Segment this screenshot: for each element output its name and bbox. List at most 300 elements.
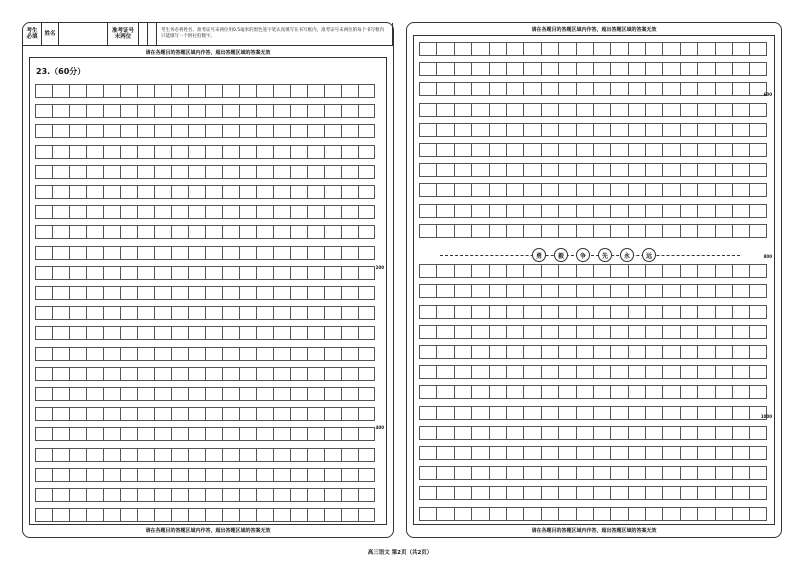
- grid-cell[interactable]: [523, 62, 540, 76]
- grid-cell[interactable]: [558, 406, 575, 420]
- grid-cell[interactable]: [610, 62, 627, 76]
- grid-cell[interactable]: [697, 507, 714, 521]
- grid-cell[interactable]: [341, 266, 358, 280]
- grid-cell[interactable]: [69, 84, 86, 98]
- grid-cell[interactable]: [120, 286, 137, 300]
- grid-cell[interactable]: [541, 143, 558, 157]
- grid-cell[interactable]: [628, 466, 645, 480]
- grid-cell[interactable]: [697, 103, 714, 117]
- grid-cell[interactable]: [628, 42, 645, 56]
- grid-cell[interactable]: [541, 466, 558, 480]
- grid-cell[interactable]: [576, 507, 593, 521]
- grid-cell[interactable]: [205, 246, 222, 260]
- grid-cell[interactable]: [436, 466, 453, 480]
- grid-cell[interactable]: [358, 347, 375, 361]
- grid-cell[interactable]: [205, 347, 222, 361]
- grid-cell[interactable]: [506, 446, 523, 460]
- grid-cell[interactable]: [86, 367, 103, 381]
- grid-cell[interactable]: [749, 325, 766, 339]
- grid-cell[interactable]: [341, 84, 358, 98]
- grid-cell[interactable]: [436, 183, 453, 197]
- grid-cell[interactable]: [576, 385, 593, 399]
- grid-cell[interactable]: [239, 225, 256, 239]
- grid-cell[interactable]: [715, 264, 732, 278]
- grid-cell[interactable]: [454, 183, 471, 197]
- ticket-digit-1[interactable]: [139, 23, 148, 45]
- grid-cell[interactable]: [523, 183, 540, 197]
- grid-cell[interactable]: [86, 448, 103, 462]
- grid-cell[interactable]: [749, 183, 766, 197]
- grid-cell[interactable]: [645, 224, 662, 238]
- grid-cell[interactable]: [471, 325, 488, 339]
- grid-cell[interactable]: [171, 347, 188, 361]
- grid-cell[interactable]: [154, 104, 171, 118]
- grid-cell[interactable]: [324, 246, 341, 260]
- grid-cell[interactable]: [171, 266, 188, 280]
- grid-cell[interactable]: [610, 365, 627, 379]
- grid-cell[interactable]: [324, 468, 341, 482]
- grid-cell[interactable]: [290, 205, 307, 219]
- grid-cell[interactable]: [188, 124, 205, 138]
- grid-cell[interactable]: [324, 448, 341, 462]
- grid-cell[interactable]: [645, 62, 662, 76]
- grid-cell[interactable]: [662, 385, 679, 399]
- grid-cell[interactable]: [205, 124, 222, 138]
- grid-cell[interactable]: [732, 325, 749, 339]
- grid-cell[interactable]: [523, 345, 540, 359]
- grid-cell[interactable]: [324, 84, 341, 98]
- grid-cell[interactable]: [471, 466, 488, 480]
- grid-cell[interactable]: [137, 84, 154, 98]
- grid-cell[interactable]: [205, 185, 222, 199]
- grid-cell[interactable]: [628, 62, 645, 76]
- grid-cell[interactable]: [188, 306, 205, 320]
- grid-cell[interactable]: [715, 82, 732, 96]
- grid-cell[interactable]: [205, 448, 222, 462]
- grid-cell[interactable]: [749, 345, 766, 359]
- grid-cell[interactable]: [506, 305, 523, 319]
- grid-cell[interactable]: [188, 367, 205, 381]
- grid-cell[interactable]: [715, 103, 732, 117]
- grid-cell[interactable]: [489, 507, 506, 521]
- grid-cell[interactable]: [732, 204, 749, 218]
- grid-cell[interactable]: [541, 284, 558, 298]
- grid-cell[interactable]: [341, 488, 358, 502]
- grid-cell[interactable]: [471, 264, 488, 278]
- grid-cell[interactable]: [628, 406, 645, 420]
- grid-cell[interactable]: [103, 407, 120, 421]
- grid-cell[interactable]: [732, 284, 749, 298]
- grid-cell[interactable]: [593, 123, 610, 137]
- grid-cell[interactable]: [489, 183, 506, 197]
- grid-cell[interactable]: [506, 204, 523, 218]
- grid-cell[interactable]: [86, 407, 103, 421]
- grid-cell[interactable]: [188, 508, 205, 522]
- grid-cell[interactable]: [645, 284, 662, 298]
- grid-cell[interactable]: [419, 325, 436, 339]
- grid-cell[interactable]: [558, 446, 575, 460]
- grid-cell[interactable]: [256, 407, 273, 421]
- grid-cell[interactable]: [558, 507, 575, 521]
- grid-cell[interactable]: [697, 325, 714, 339]
- grid-cell[interactable]: [103, 427, 120, 441]
- grid-cell[interactable]: [358, 367, 375, 381]
- grid-cell[interactable]: [205, 306, 222, 320]
- grid-cell[interactable]: [645, 466, 662, 480]
- grid-cell[interactable]: [436, 62, 453, 76]
- grid-cell[interactable]: [188, 326, 205, 340]
- grid-cell[interactable]: [680, 305, 697, 319]
- grid-cell[interactable]: [205, 205, 222, 219]
- grid-cell[interactable]: [52, 448, 69, 462]
- grid-cell[interactable]: [732, 486, 749, 500]
- grid-cell[interactable]: [205, 387, 222, 401]
- grid-cell[interactable]: [120, 246, 137, 260]
- grid-cell[interactable]: [593, 42, 610, 56]
- grid-cell[interactable]: [86, 185, 103, 199]
- grid-cell[interactable]: [290, 508, 307, 522]
- grid-cell[interactable]: [610, 204, 627, 218]
- grid-cell[interactable]: [256, 84, 273, 98]
- grid-cell[interactable]: [154, 286, 171, 300]
- grid-cell[interactable]: [541, 183, 558, 197]
- grid-cell[interactable]: [610, 143, 627, 157]
- grid-cell[interactable]: [732, 103, 749, 117]
- grid-cell[interactable]: [506, 224, 523, 238]
- grid-cell[interactable]: [593, 224, 610, 238]
- grid-cell[interactable]: [307, 286, 324, 300]
- grid-cell[interactable]: [324, 185, 341, 199]
- grid-cell[interactable]: [256, 185, 273, 199]
- grid-cell[interactable]: [489, 284, 506, 298]
- grid-cell[interactable]: [576, 466, 593, 480]
- grid-cell[interactable]: [506, 426, 523, 440]
- grid-cell[interactable]: [171, 387, 188, 401]
- grid-cell[interactable]: [324, 225, 341, 239]
- grid-cell[interactable]: [239, 124, 256, 138]
- grid-cell[interactable]: [732, 345, 749, 359]
- grid-cell[interactable]: [205, 165, 222, 179]
- grid-cell[interactable]: [52, 488, 69, 502]
- grid-cell[interactable]: [662, 42, 679, 56]
- grid-cell[interactable]: [489, 103, 506, 117]
- grid-cell[interactable]: [471, 284, 488, 298]
- grid-cell[interactable]: [239, 468, 256, 482]
- grid-cell[interactable]: [290, 286, 307, 300]
- grid-cell[interactable]: [628, 325, 645, 339]
- grid-cell[interactable]: [290, 387, 307, 401]
- grid-cell[interactable]: [154, 124, 171, 138]
- grid-cell[interactable]: [662, 345, 679, 359]
- grid-cell[interactable]: [610, 284, 627, 298]
- grid-cell[interactable]: [419, 62, 436, 76]
- grid-cell[interactable]: [419, 284, 436, 298]
- grid-cell[interactable]: [419, 365, 436, 379]
- grid-cell[interactable]: [103, 145, 120, 159]
- grid-cell[interactable]: [576, 123, 593, 137]
- grid-cell[interactable]: [86, 104, 103, 118]
- grid-cell[interactable]: [256, 306, 273, 320]
- grid-cell[interactable]: [188, 427, 205, 441]
- grid-cell[interactable]: [697, 264, 714, 278]
- grid-cell[interactable]: [749, 163, 766, 177]
- grid-cell[interactable]: [205, 326, 222, 340]
- grid-cell[interactable]: [558, 264, 575, 278]
- grid-cell[interactable]: [52, 347, 69, 361]
- grid-cell[interactable]: [52, 508, 69, 522]
- grid-cell[interactable]: [256, 448, 273, 462]
- grid-cell[interactable]: [715, 183, 732, 197]
- grid-cell[interactable]: [273, 205, 290, 219]
- grid-cell[interactable]: [222, 407, 239, 421]
- grid-cell[interactable]: [541, 365, 558, 379]
- grid-cell[interactable]: [120, 104, 137, 118]
- grid-cell[interactable]: [35, 326, 52, 340]
- grid-cell[interactable]: [154, 448, 171, 462]
- grid-cell[interactable]: [506, 284, 523, 298]
- grid-cell[interactable]: [436, 365, 453, 379]
- grid-cell[interactable]: [645, 264, 662, 278]
- grid-cell[interactable]: [645, 486, 662, 500]
- grid-cell[interactable]: [471, 305, 488, 319]
- grid-cell[interactable]: [576, 224, 593, 238]
- grid-cell[interactable]: [341, 387, 358, 401]
- grid-cell[interactable]: [628, 264, 645, 278]
- grid-cell[interactable]: [358, 427, 375, 441]
- grid-cell[interactable]: [419, 406, 436, 420]
- grid-cell[interactable]: [489, 446, 506, 460]
- grid-cell[interactable]: [324, 347, 341, 361]
- grid-cell[interactable]: [137, 468, 154, 482]
- grid-cell[interactable]: [489, 123, 506, 137]
- grid-cell[interactable]: [680, 103, 697, 117]
- grid-cell[interactable]: [358, 508, 375, 522]
- grid-cell[interactable]: [35, 185, 52, 199]
- grid-cell[interactable]: [419, 507, 436, 521]
- grid-cell[interactable]: [52, 104, 69, 118]
- grid-cell[interactable]: [697, 62, 714, 76]
- grid-cell[interactable]: [715, 426, 732, 440]
- grid-cell[interactable]: [489, 466, 506, 480]
- grid-cell[interactable]: [103, 448, 120, 462]
- grid-cell[interactable]: [69, 185, 86, 199]
- grid-cell[interactable]: [419, 446, 436, 460]
- grid-cell[interactable]: [324, 427, 341, 441]
- grid-cell[interactable]: [732, 123, 749, 137]
- grid-cell[interactable]: [290, 468, 307, 482]
- grid-cell[interactable]: [715, 204, 732, 218]
- grid-cell[interactable]: [523, 406, 540, 420]
- grid-cell[interactable]: [436, 123, 453, 137]
- grid-cell[interactable]: [489, 365, 506, 379]
- grid-cell[interactable]: [256, 225, 273, 239]
- grid-cell[interactable]: [154, 84, 171, 98]
- grid-cell[interactable]: [558, 284, 575, 298]
- grid-cell[interactable]: [103, 367, 120, 381]
- grid-cell[interactable]: [558, 103, 575, 117]
- grid-cell[interactable]: [732, 406, 749, 420]
- grid-cell[interactable]: [628, 143, 645, 157]
- grid-cell[interactable]: [103, 246, 120, 260]
- grid-cell[interactable]: [697, 406, 714, 420]
- grid-cell[interactable]: [307, 185, 324, 199]
- grid-cell[interactable]: [523, 42, 540, 56]
- grid-cell[interactable]: [680, 143, 697, 157]
- grid-cell[interactable]: [290, 488, 307, 502]
- grid-cell[interactable]: [290, 347, 307, 361]
- grid-cell[interactable]: [137, 124, 154, 138]
- grid-cell[interactable]: [454, 406, 471, 420]
- grid-cell[interactable]: [239, 488, 256, 502]
- grid-cell[interactable]: [205, 427, 222, 441]
- grid-cell[interactable]: [137, 286, 154, 300]
- grid-cell[interactable]: [680, 385, 697, 399]
- grid-cell[interactable]: [171, 367, 188, 381]
- grid-cell[interactable]: [120, 508, 137, 522]
- grid-cell[interactable]: [171, 488, 188, 502]
- grid-cell[interactable]: [523, 103, 540, 117]
- grid-cell[interactable]: [137, 387, 154, 401]
- grid-cell[interactable]: [506, 183, 523, 197]
- grid-cell[interactable]: [256, 104, 273, 118]
- grid-cell[interactable]: [103, 185, 120, 199]
- grid-cell[interactable]: [454, 143, 471, 157]
- grid-cell[interactable]: [576, 103, 593, 117]
- grid-cell[interactable]: [120, 124, 137, 138]
- grid-cell[interactable]: [523, 446, 540, 460]
- grid-cell[interactable]: [35, 306, 52, 320]
- grid-cell[interactable]: [154, 185, 171, 199]
- grid-cell[interactable]: [86, 286, 103, 300]
- grid-cell[interactable]: [137, 205, 154, 219]
- grid-cell[interactable]: [222, 246, 239, 260]
- grid-cell[interactable]: [120, 205, 137, 219]
- grid-cell[interactable]: [69, 165, 86, 179]
- grid-cell[interactable]: [256, 286, 273, 300]
- grid-cell[interactable]: [256, 246, 273, 260]
- grid-cell[interactable]: [154, 165, 171, 179]
- grid-cell[interactable]: [290, 185, 307, 199]
- grid-cell[interactable]: [307, 145, 324, 159]
- grid-cell[interactable]: [697, 486, 714, 500]
- grid-cell[interactable]: [86, 225, 103, 239]
- grid-cell[interactable]: [523, 365, 540, 379]
- grid-cell[interactable]: [222, 124, 239, 138]
- grid-cell[interactable]: [120, 306, 137, 320]
- grid-cell[interactable]: [541, 62, 558, 76]
- grid-cell[interactable]: [680, 507, 697, 521]
- grid-cell[interactable]: [273, 468, 290, 482]
- grid-cell[interactable]: [358, 246, 375, 260]
- grid-cell[interactable]: [120, 165, 137, 179]
- grid-cell[interactable]: [749, 446, 766, 460]
- grid-cell[interactable]: [273, 104, 290, 118]
- grid-cell[interactable]: [341, 205, 358, 219]
- grid-cell[interactable]: [558, 183, 575, 197]
- grid-cell[interactable]: [506, 163, 523, 177]
- grid-cell[interactable]: [120, 367, 137, 381]
- grid-cell[interactable]: [680, 365, 697, 379]
- grid-cell[interactable]: [222, 508, 239, 522]
- grid-cell[interactable]: [86, 306, 103, 320]
- grid-cell[interactable]: [69, 266, 86, 280]
- grid-cell[interactable]: [307, 407, 324, 421]
- grid-cell[interactable]: [749, 426, 766, 440]
- grid-cell[interactable]: [593, 183, 610, 197]
- grid-cell[interactable]: [154, 306, 171, 320]
- grid-cell[interactable]: [558, 305, 575, 319]
- grid-cell[interactable]: [645, 123, 662, 137]
- grid-cell[interactable]: [137, 306, 154, 320]
- grid-cell[interactable]: [69, 367, 86, 381]
- grid-cell[interactable]: [645, 507, 662, 521]
- grid-cell[interactable]: [697, 224, 714, 238]
- grid-cell[interactable]: [35, 367, 52, 381]
- grid-cell[interactable]: [576, 143, 593, 157]
- grid-cell[interactable]: [307, 306, 324, 320]
- grid-cell[interactable]: [35, 266, 52, 280]
- grid-cell[interactable]: [576, 204, 593, 218]
- grid-cell[interactable]: [523, 507, 540, 521]
- grid-cell[interactable]: [341, 347, 358, 361]
- grid-cell[interactable]: [52, 185, 69, 199]
- grid-cell[interactable]: [558, 62, 575, 76]
- grid-cell[interactable]: [628, 305, 645, 319]
- grid-cell[interactable]: [103, 286, 120, 300]
- grid-cell[interactable]: [154, 427, 171, 441]
- grid-cell[interactable]: [69, 448, 86, 462]
- grid-cell[interactable]: [662, 507, 679, 521]
- grid-cell[interactable]: [593, 406, 610, 420]
- grid-cell[interactable]: [137, 246, 154, 260]
- name-field[interactable]: [59, 23, 108, 45]
- grid-cell[interactable]: [436, 406, 453, 420]
- grid-cell[interactable]: [273, 367, 290, 381]
- grid-cell[interactable]: [120, 427, 137, 441]
- grid-cell[interactable]: [120, 468, 137, 482]
- grid-cell[interactable]: [52, 387, 69, 401]
- grid-cell[interactable]: [749, 62, 766, 76]
- grid-cell[interactable]: [697, 365, 714, 379]
- grid-cell[interactable]: [610, 305, 627, 319]
- grid-cell[interactable]: [506, 103, 523, 117]
- grid-cell[interactable]: [749, 143, 766, 157]
- grid-cell[interactable]: [239, 246, 256, 260]
- grid-cell[interactable]: [290, 246, 307, 260]
- grid-cell[interactable]: [645, 183, 662, 197]
- grid-cell[interactable]: [506, 345, 523, 359]
- grid-cell[interactable]: [69, 104, 86, 118]
- grid-cell[interactable]: [222, 448, 239, 462]
- grid-cell[interactable]: [307, 246, 324, 260]
- grid-cell[interactable]: [454, 163, 471, 177]
- grid-cell[interactable]: [749, 486, 766, 500]
- grid-cell[interactable]: [205, 367, 222, 381]
- grid-cell[interactable]: [239, 448, 256, 462]
- grid-cell[interactable]: [436, 486, 453, 500]
- grid-cell[interactable]: [290, 326, 307, 340]
- grid-cell[interactable]: [645, 325, 662, 339]
- grid-cell[interactable]: [35, 407, 52, 421]
- grid-cell[interactable]: [120, 488, 137, 502]
- grid-cell[interactable]: [471, 345, 488, 359]
- grid-cell[interactable]: [52, 165, 69, 179]
- grid-cell[interactable]: [523, 123, 540, 137]
- grid-cell[interactable]: [69, 508, 86, 522]
- grid-cell[interactable]: [256, 508, 273, 522]
- grid-cell[interactable]: [239, 347, 256, 361]
- grid-cell[interactable]: [290, 84, 307, 98]
